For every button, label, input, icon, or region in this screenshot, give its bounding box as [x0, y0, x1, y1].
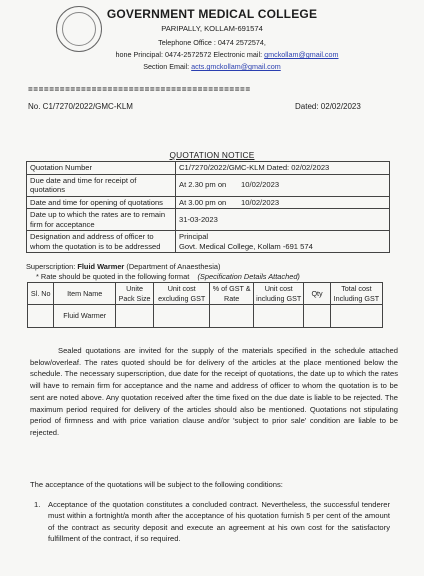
section-email-label: Section Email: [143, 62, 192, 71]
notice-title: QUOTATION NOTICE [169, 150, 255, 160]
officer-address: Govt. Medical College, Kollam -691 574 [179, 241, 313, 251]
condition-number: 1. [34, 500, 41, 509]
col-header: Unite Pack Size [115, 283, 153, 305]
details-label: Quotation Number [27, 162, 176, 175]
col-header: Item Name [54, 283, 116, 305]
section-email-link[interactable]: acts.gmckollam@gmail.com [191, 62, 281, 71]
conditions-heading: The acceptance of the quotations will be subject to the following conditions: [30, 480, 283, 489]
details-value [176, 231, 390, 253]
details-row [27, 162, 390, 175]
items-header-row [28, 283, 383, 305]
reference-number: No. C1/7270/2022/GMC-KLM [28, 102, 133, 111]
office-telephone: Telephone Office : 0474 2572574, [158, 38, 266, 47]
superscription-label: Superscription: [26, 262, 76, 271]
item-unit-cost-incl [254, 305, 304, 328]
rate-note-spec: (Specification Details Attached) [197, 272, 300, 281]
header-rule: ========================================== [28, 86, 251, 95]
superscription-line [26, 262, 220, 271]
details-label: Due date and time for receipt of quotations [27, 174, 176, 196]
officer-designation: Principal [179, 232, 209, 241]
item-sl [28, 305, 54, 328]
col-header: Sl. No [28, 283, 54, 305]
col-header: Qty [304, 283, 331, 305]
details-value: 31-03-2023 [176, 209, 390, 231]
principal-email-link[interactable]: gmckollam@gmail.com [264, 50, 339, 59]
item-name: Fluid Warmer [54, 305, 116, 328]
details-row [27, 174, 390, 196]
principal-phone: hone Principal: 0474-2572572 Electronic mail: [115, 50, 265, 59]
item-qty [304, 305, 331, 328]
details-row [27, 196, 390, 209]
col-header: Unit cost excluding GST [154, 283, 210, 305]
col-header: % of GST & Rate [210, 283, 254, 305]
reference-date: Dated: 02/02/2023 [295, 102, 361, 111]
table-row [28, 305, 383, 328]
quotation-details-table [26, 161, 390, 253]
condition-item [34, 499, 390, 544]
condition-text: Acceptance of the quotation constitutes a concluded contract. Nevertheless, the successful tenderer must within a fortnight/a month after the acceptance of his quotation furnish 5 per cent of the amount of the contract as security deposit and execute an agreement at his own cost for the satisfactory fulfillment of the contract, if so required. [48, 500, 390, 543]
superscription-item: Fluid Warmer [77, 262, 125, 271]
rate-note [36, 272, 300, 281]
item-unit-cost-excl [154, 305, 210, 328]
principal-contact-line [0, 50, 424, 59]
superscription-department: (Department of Anaesthesia) [126, 262, 221, 271]
details-value: At 2.30 pm on 10/02/2023 [176, 174, 390, 196]
details-row [27, 209, 390, 231]
section-email-line [0, 62, 424, 71]
col-header: Total cost Including GST [330, 283, 382, 305]
details-value: At 3.00 pm on 10/02/2023 [176, 196, 390, 209]
details-label: Date and time for opening of quotations [27, 196, 176, 209]
instructions-paragraph: Sealed quotations are invited for the supply of the materials specified in the schedule attached below/overleaf. The rates quoted should be for delivery of the articles at the place mentioned below the schedule. The necessary superscription, due date for the receipt of quotations, the date up to which the rates will have to remain firm for acceptance and the name and address of officer to whom the quotation is to be sent are noted above. Any quotation received after the time fixed on the due date is liable to be rejected. The maximum period required for delivery of the articles should also be mentioned. Quotations not stipulating period of firmness and with price variation clause and/or 'subject to prior sale' condition are liable to be rejected. [30, 346, 398, 437]
details-value: C1/7270/2022/GMC-KLM Dated: 02/02/2023 [176, 162, 390, 175]
items-table [27, 282, 383, 328]
item-total [330, 305, 382, 328]
details-row [27, 231, 390, 253]
item-gst [210, 305, 254, 328]
details-label: Date up to which the rates are to remain firm for acceptance [27, 209, 176, 231]
rate-note-text: * Rate should be quoted in the following format [36, 272, 190, 281]
college-name: GOVERNMENT MEDICAL COLLEGE [106, 7, 318, 21]
details-label: Designation and address of officer to whom the quotation is to be addressed [27, 231, 176, 253]
col-header: Unit cost including GST [254, 283, 304, 305]
college-address: PARIPALLY, KOLLAM-691574 [161, 24, 263, 33]
item-pack-size [115, 305, 153, 328]
